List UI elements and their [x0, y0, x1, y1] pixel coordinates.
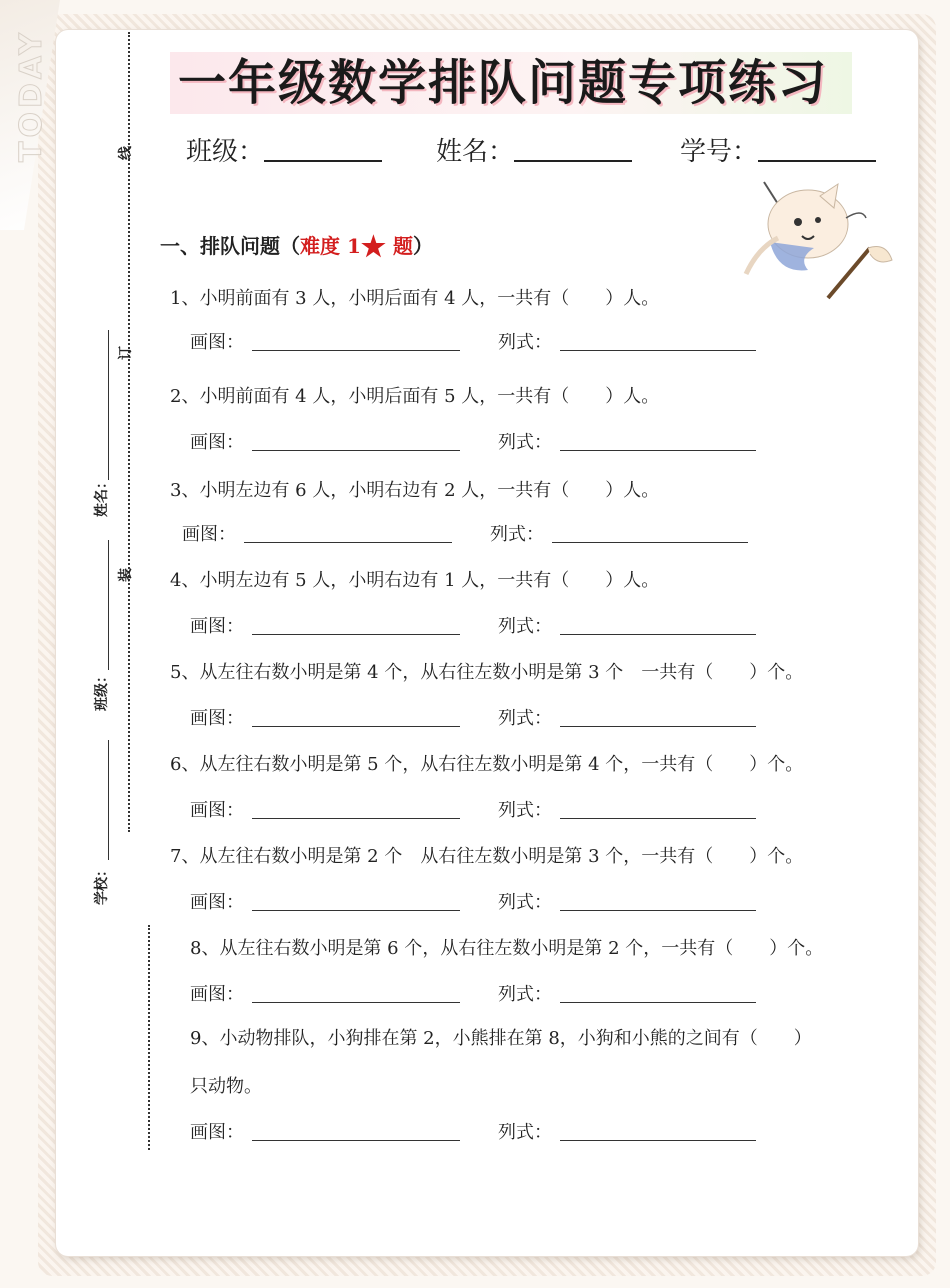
draw-row-9 [190, 1118, 244, 1144]
section-suffix: ） [412, 234, 433, 258]
draw-label: 画图： [190, 984, 244, 1005]
draw-blank[interactable] [252, 1002, 460, 1003]
formula-blank[interactable] [552, 542, 748, 543]
margin-class-label: 班级： [94, 669, 110, 711]
margin-ding: 订 [118, 346, 134, 360]
draw-label: 画图： [190, 800, 244, 821]
draw-blank[interactable] [252, 450, 460, 451]
draw-label: 画图： [190, 708, 244, 729]
margin-xian: 线 [118, 146, 134, 160]
formula-row-5 [498, 704, 552, 730]
name-field [436, 132, 632, 172]
draw-row-8 [190, 980, 244, 1006]
question-9-cont: 只动物。 [190, 1076, 262, 1097]
formula-row-4 [498, 612, 552, 638]
name-write-line [108, 330, 109, 480]
question-3: 3、小明左边有 6 人，小明右边有 2 人，一共有（ ）人。 [170, 480, 660, 501]
margin-school-label: 学校： [94, 863, 110, 905]
draw-blank[interactable] [252, 350, 460, 351]
draw-row-2 [190, 428, 244, 454]
question-6: 6、从左往右数小明是第 5 个，从右往左数小明是第 4 个，一共有（ ）个。 [170, 754, 804, 775]
class-field [186, 132, 382, 172]
draw-label: 画图： [190, 1122, 244, 1143]
formula-row-7 [498, 888, 552, 914]
number-blank[interactable] [758, 132, 876, 162]
name-blank[interactable] [514, 132, 632, 162]
draw-blank[interactable] [252, 1140, 460, 1141]
watermark-text: TODAY [14, 29, 49, 163]
draw-row-4 [190, 612, 244, 638]
draw-blank[interactable] [244, 542, 452, 543]
draw-row-5 [190, 704, 244, 730]
draw-row-1 [190, 328, 244, 354]
formula-label: 列式： [498, 708, 552, 729]
formula-label: 列式： [498, 892, 552, 913]
formula-row-6 [498, 796, 552, 822]
question-9: 9、小动物排队，小狗排在第 2，小熊排在第 8，小狗和小熊的之间有（ ） [190, 1028, 812, 1049]
difficulty-label: 难度 1 [300, 234, 361, 258]
formula-row-1 [498, 328, 552, 354]
draw-row-6 [190, 796, 244, 822]
formula-blank[interactable] [560, 450, 756, 451]
formula-blank[interactable] [560, 910, 756, 911]
draw-label: 画图： [182, 524, 236, 545]
draw-blank[interactable] [252, 726, 460, 727]
draw-row-3 [182, 520, 236, 546]
question-2: 2、小明前面有 4 人，小明后面有 5 人，一共有（ ）人。 [170, 386, 660, 407]
formula-blank[interactable] [560, 634, 756, 635]
formula-label: 列式： [498, 1122, 552, 1143]
number-field [680, 132, 876, 172]
formula-blank[interactable] [560, 1140, 756, 1141]
margin-name-label: 姓名： [94, 475, 110, 517]
school-write-line [108, 740, 109, 860]
formula-row-8 [498, 980, 552, 1006]
draw-label: 画图： [190, 616, 244, 637]
section-ti: 题 [386, 234, 413, 258]
binding-dotted-line-lower [148, 925, 150, 1150]
question-7: 7、从左往右数小明是第 2 个 从右往左数小明是第 3 个，一共有（ ）个。 [170, 846, 804, 867]
formula-label: 列式： [498, 800, 552, 821]
class-write-line [108, 540, 109, 670]
draw-blank[interactable] [252, 818, 460, 819]
margin-zhuang: 装 [118, 568, 134, 582]
draw-label: 画图： [190, 332, 244, 353]
formula-blank[interactable] [560, 1002, 756, 1003]
draw-label: 画图： [190, 432, 244, 453]
section-header [160, 230, 433, 263]
formula-blank[interactable] [560, 350, 756, 351]
formula-label: 列式： [490, 524, 544, 545]
question-1: 1、小明前面有 3 人，小明后面有 4 人，一共有（ ）人。 [170, 288, 660, 309]
question-8: 8、从左往右数小明是第 6 个，从右往左数小明是第 2 个，一共有（ ）个。 [190, 938, 824, 959]
formula-blank[interactable] [560, 818, 756, 819]
formula-label: 列式： [498, 616, 552, 637]
page-title: 一年级数学排队问题专项练习 [178, 55, 829, 111]
difficulty-star-icon: ★ [360, 230, 386, 263]
cat-flag-mascot-icon [738, 178, 894, 302]
formula-label: 列式： [498, 984, 552, 1005]
formula-label: 列式： [498, 332, 552, 353]
formula-row-2 [498, 428, 552, 454]
formula-row-9 [498, 1118, 552, 1144]
formula-row-3 [490, 520, 544, 546]
formula-blank[interactable] [560, 726, 756, 727]
draw-row-7 [190, 888, 244, 914]
student-info-row [186, 132, 886, 172]
draw-blank[interactable] [252, 634, 460, 635]
name-label: 姓名： [436, 137, 515, 167]
formula-label: 列式： [498, 432, 552, 453]
section-prefix: 一、排队问题（ [160, 234, 300, 258]
question-4: 4、小明左边有 5 人，小明右边有 1 人，一共有（ ）人。 [170, 570, 660, 591]
draw-blank[interactable] [252, 910, 460, 911]
draw-label: 画图： [190, 892, 244, 913]
number-label: 学号： [680, 137, 759, 167]
class-label: 班级： [186, 137, 265, 167]
class-blank[interactable] [264, 132, 382, 162]
question-5: 5、从左往右数小明是第 4 个，从右往左数小明是第 3 个 一共有（ ）个。 [170, 662, 804, 683]
